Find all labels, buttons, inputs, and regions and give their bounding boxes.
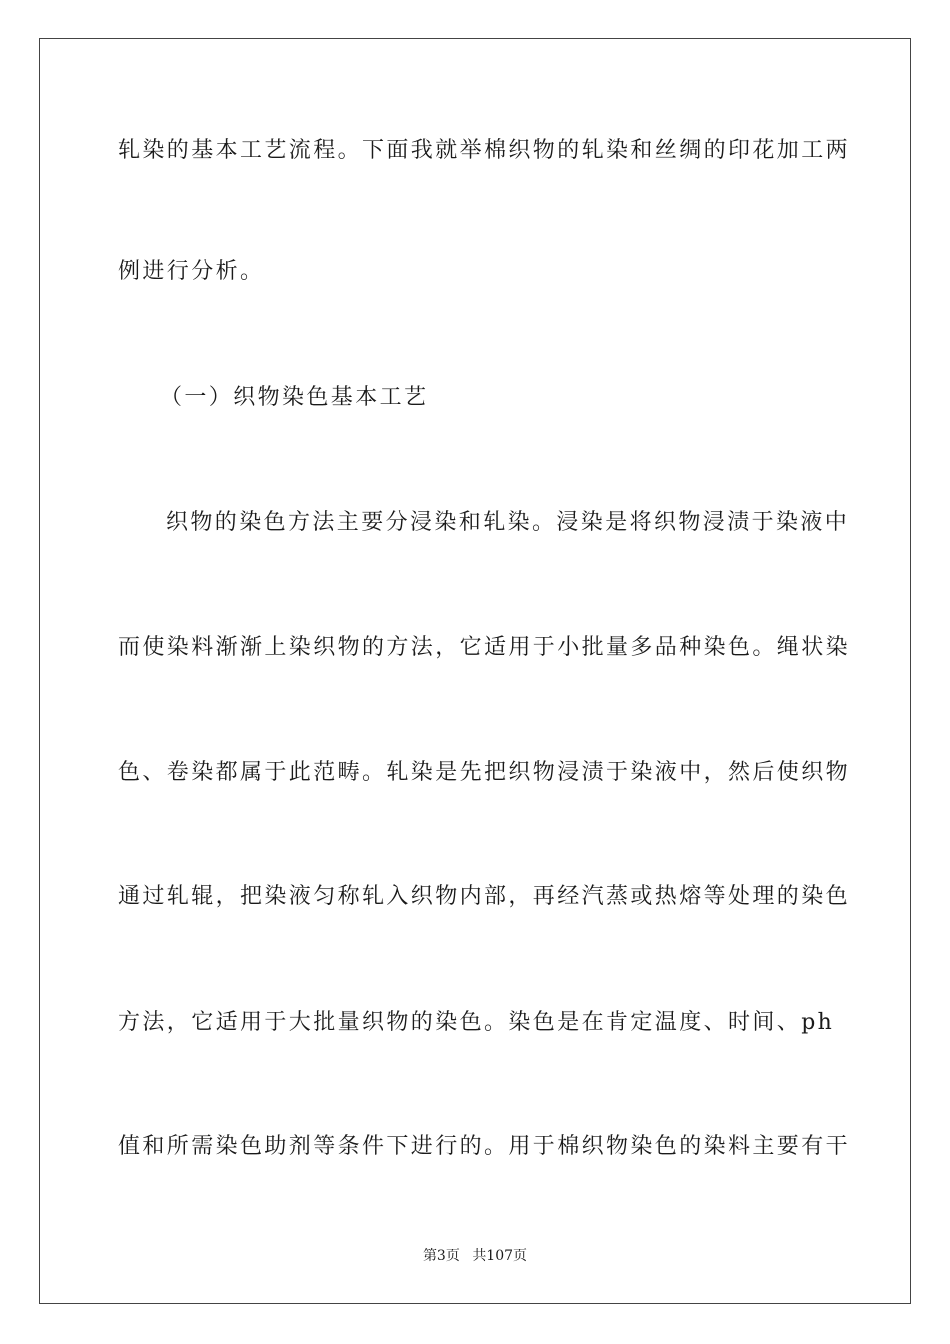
text-line: 例进行分析。 <box>118 259 265 284</box>
page-number: 第3页 <box>422 1248 460 1264</box>
text-line: 方法，它适用于大批量织物的染色。染色是在肯定温度、时间、ph <box>118 1010 835 1035</box>
text-line: 通过轧辊，把染液匀称轧入织物内部，再经汽蒸或热熔等处理的染色 <box>118 884 851 909</box>
page-border <box>39 38 911 1304</box>
paragraph-first-line: 织物的染色方法主要分浸染和轧染。浸染是将织物浸渍于染液中 <box>166 510 850 535</box>
text-line: 值和所需染色助剂等条件下进行的。用于棉织物染色的染料主要有干 <box>118 1134 851 1159</box>
text-line: 轧染的基本工艺流程。下面我就举棉织物的轧染和丝绸的印花加工两 <box>118 138 851 163</box>
section-heading: （一）织物染色基本工艺 <box>160 385 429 410</box>
text-line: 而使染料渐渐上染织物的方法，它适用于小批量多品种染色。绳状染 <box>118 635 851 660</box>
page-footer <box>0 1246 950 1266</box>
text-line: 色、卷染都属于此范畴。轧染是先把织物浸渍于染液中，然后使织物 <box>118 760 851 785</box>
page-total: 共107页 <box>472 1248 528 1264</box>
